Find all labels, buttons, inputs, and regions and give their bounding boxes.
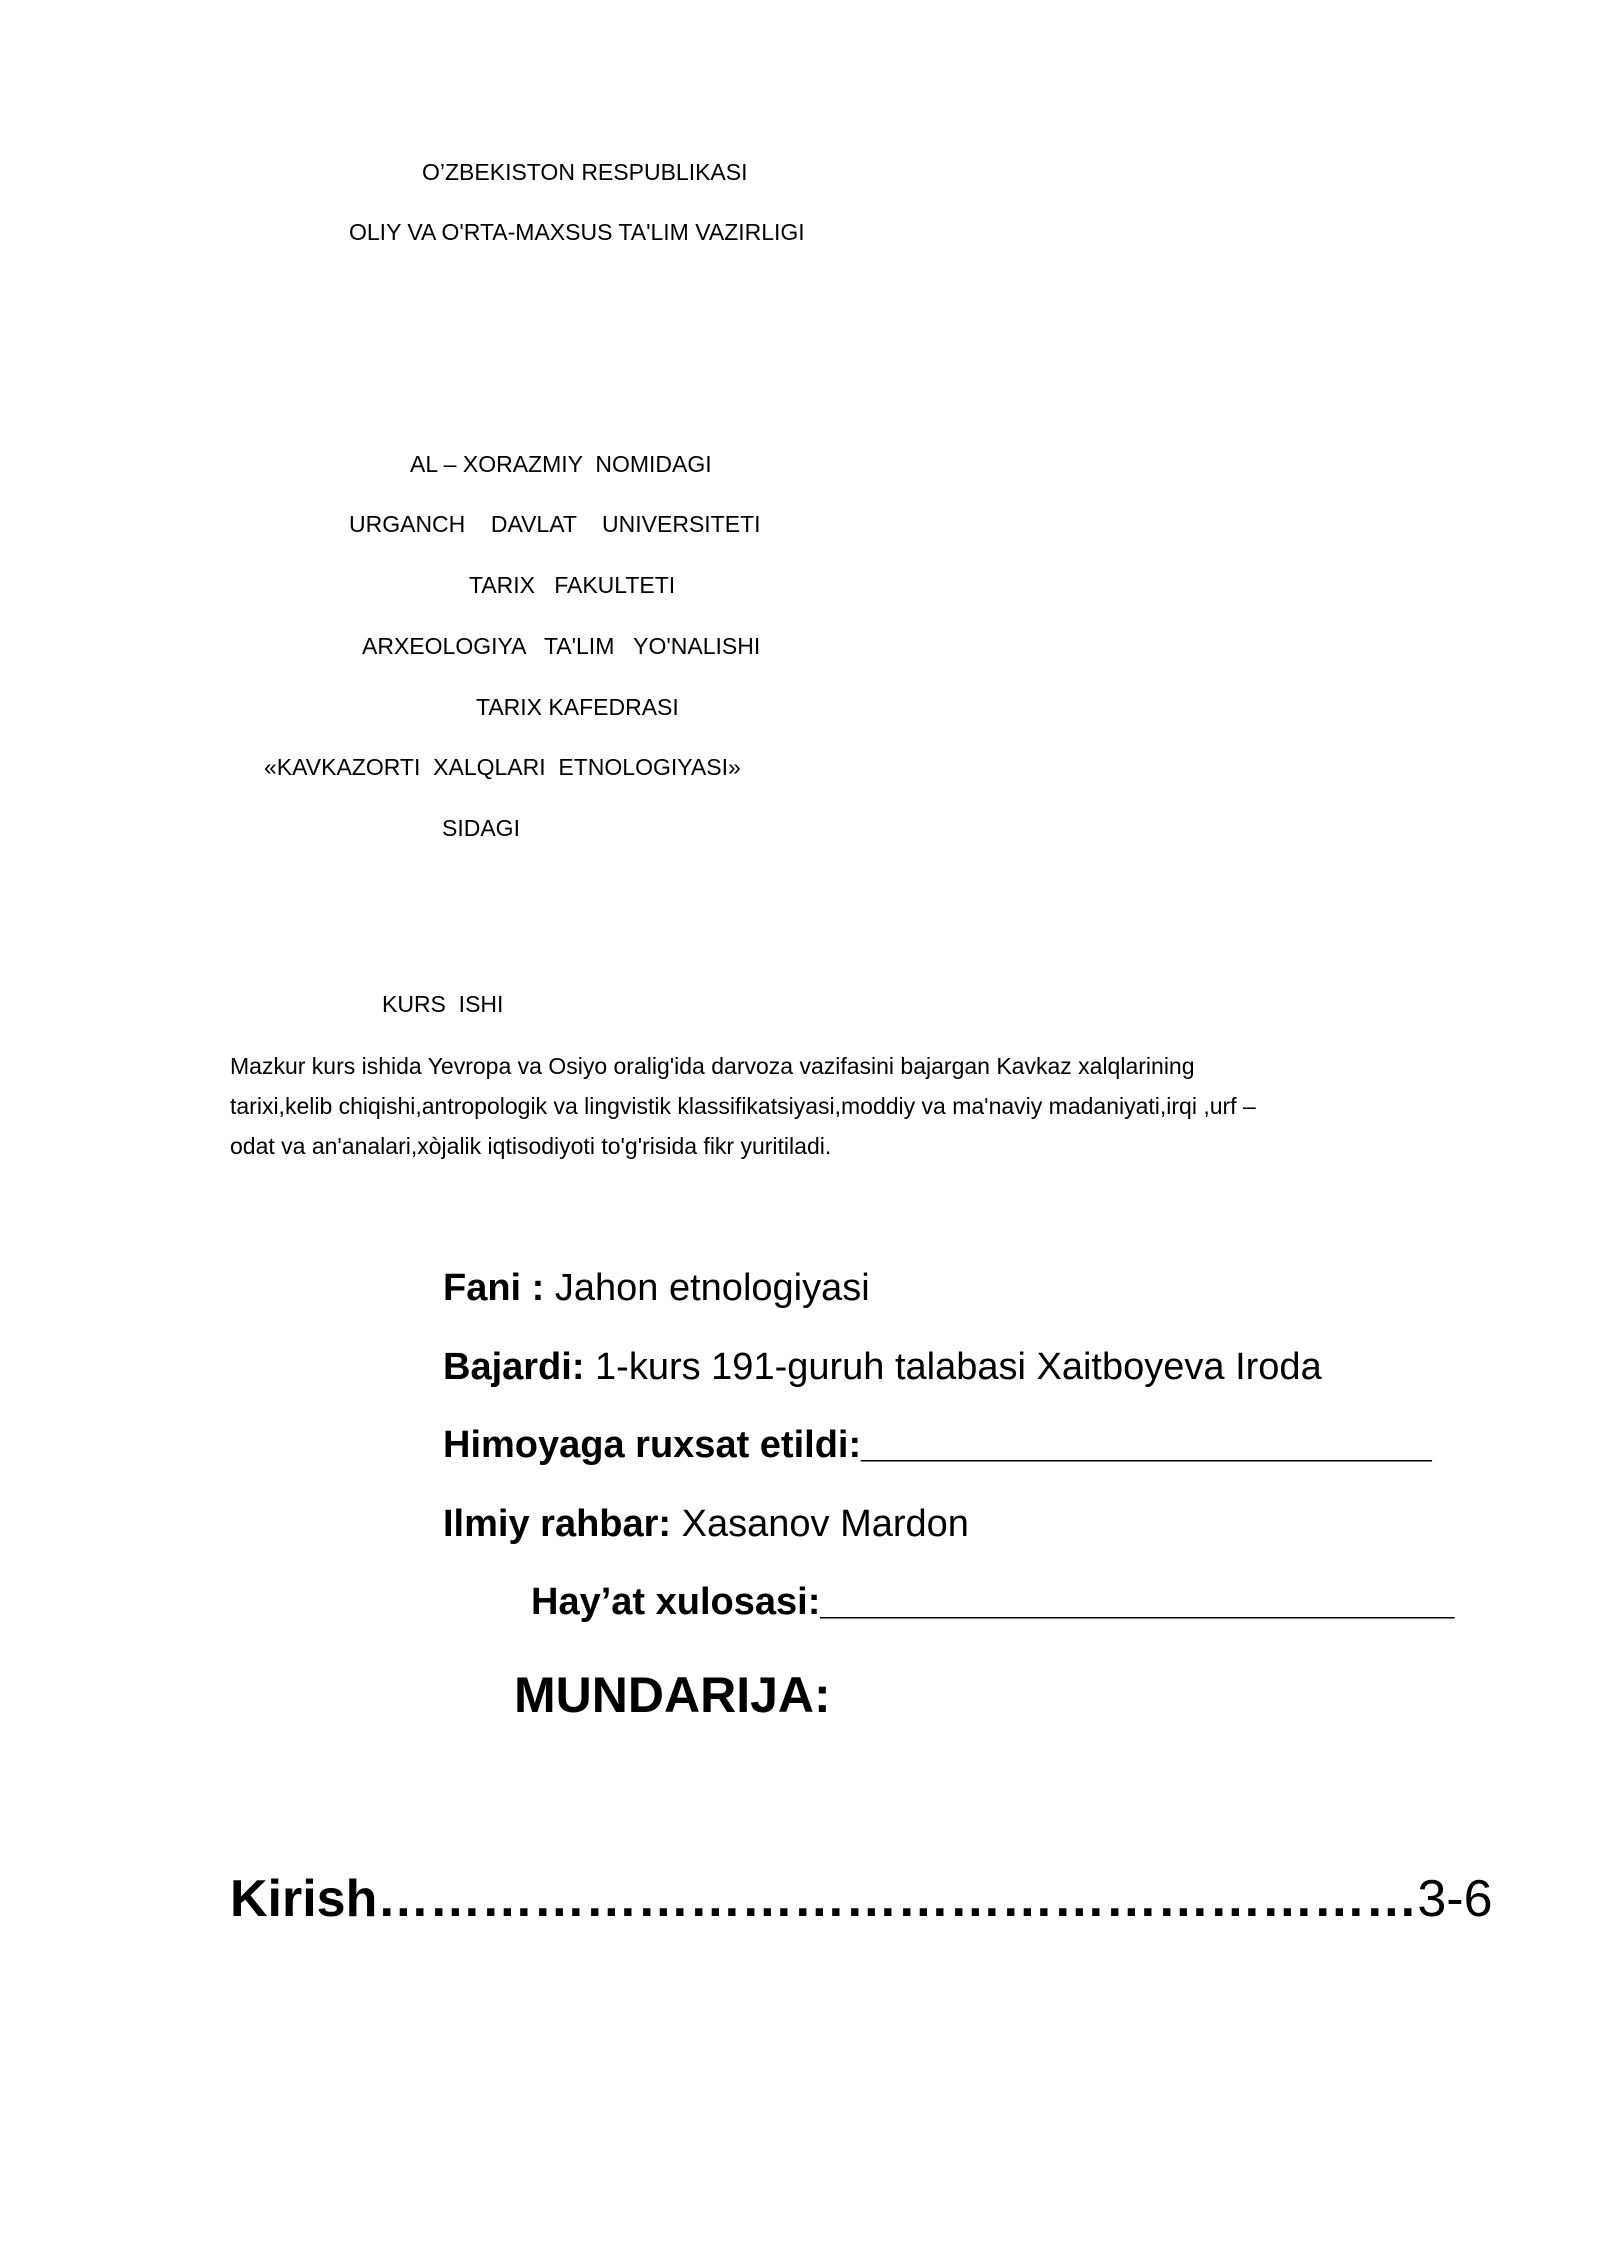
abstract-line: tarixi,kelib chiqishi,antropologik va lingvistik klassifikatsiyasi,moddiy va ma'naviy madaniyati,irqi ,urf – <box>230 1093 1256 1119</box>
toc-entry-pages: 3-6 <box>1417 1870 1493 1928</box>
commission-conclusion-blank: ______________________________ <box>820 1581 1455 1623</box>
subject-label: Fani : <box>443 1267 545 1309</box>
ministry-line: OLIY VA O'RTA-MAXSUS TA'LIM VAZIRLIGI <box>349 219 805 245</box>
subject-value: Jahon etnologiyasi <box>544 1267 870 1309</box>
toc-entry <box>230 1868 1493 1930</box>
supervisor-label: Ilmiy rahbar: <box>443 1503 672 1545</box>
named-after-line: AL – XORAZMIY NOMIDAGI <box>410 451 712 477</box>
supervisor-value: Xasanov Mardon <box>671 1503 969 1545</box>
commission-conclusion-row <box>531 1579 1454 1625</box>
defense-approval-blank: ___________________________ <box>861 1424 1432 1466</box>
abstract-line: Mazkur kurs ishida Yevropa va Osiyo oralig'ida darvoza vazifasini bajargan Kavkaz xalqlarining <box>230 1053 1195 1079</box>
republic-line: O’ZBEKISTON RESPUBLIKASI <box>422 159 748 185</box>
sidagi-line: SIDAGI <box>442 815 520 841</box>
supervisor-row <box>443 1501 969 1547</box>
toc-entry-title: Kirish <box>230 1870 378 1928</box>
toc-entry-leader: …………………………………………………… <box>377 1870 1418 1928</box>
defense-approval-row <box>443 1422 1432 1468</box>
commission-conclusion-label: Hay’at xulosasi: <box>531 1581 821 1623</box>
faculty-line: TARIX FAKULTETI <box>469 572 676 598</box>
abstract-line: odat va an'analari,xòjalik iqtisodiyoti to'g'risida fikr yuritiladi. <box>230 1133 832 1159</box>
university-line: URGANCH DAVLAT UNIVERSITETI <box>349 511 761 537</box>
author-value: 1-kurs 191-guruh talabasi Xaitboyeva Iroda <box>584 1346 1322 1388</box>
subject-row <box>443 1265 870 1311</box>
author-row <box>443 1344 1322 1390</box>
direction-line: ARXEOLOGIYA TA'LIM YO'NALISHI <box>362 633 761 659</box>
defense-approval-label: Himoyaga ruxsat etildi: <box>443 1424 862 1466</box>
subject-title-line: «KAVKAZORTI XALQLARI ETNOLOGIYASI» <box>264 754 741 780</box>
author-label: Bajardi: <box>443 1346 585 1388</box>
contents-heading: MUNDARIJA: <box>514 1667 831 1723</box>
work-type-label: KURS ISHI <box>382 991 504 1017</box>
department-line: TARIX KAFEDRASI <box>476 694 679 720</box>
abstract-paragraph <box>230 1046 1460 1166</box>
